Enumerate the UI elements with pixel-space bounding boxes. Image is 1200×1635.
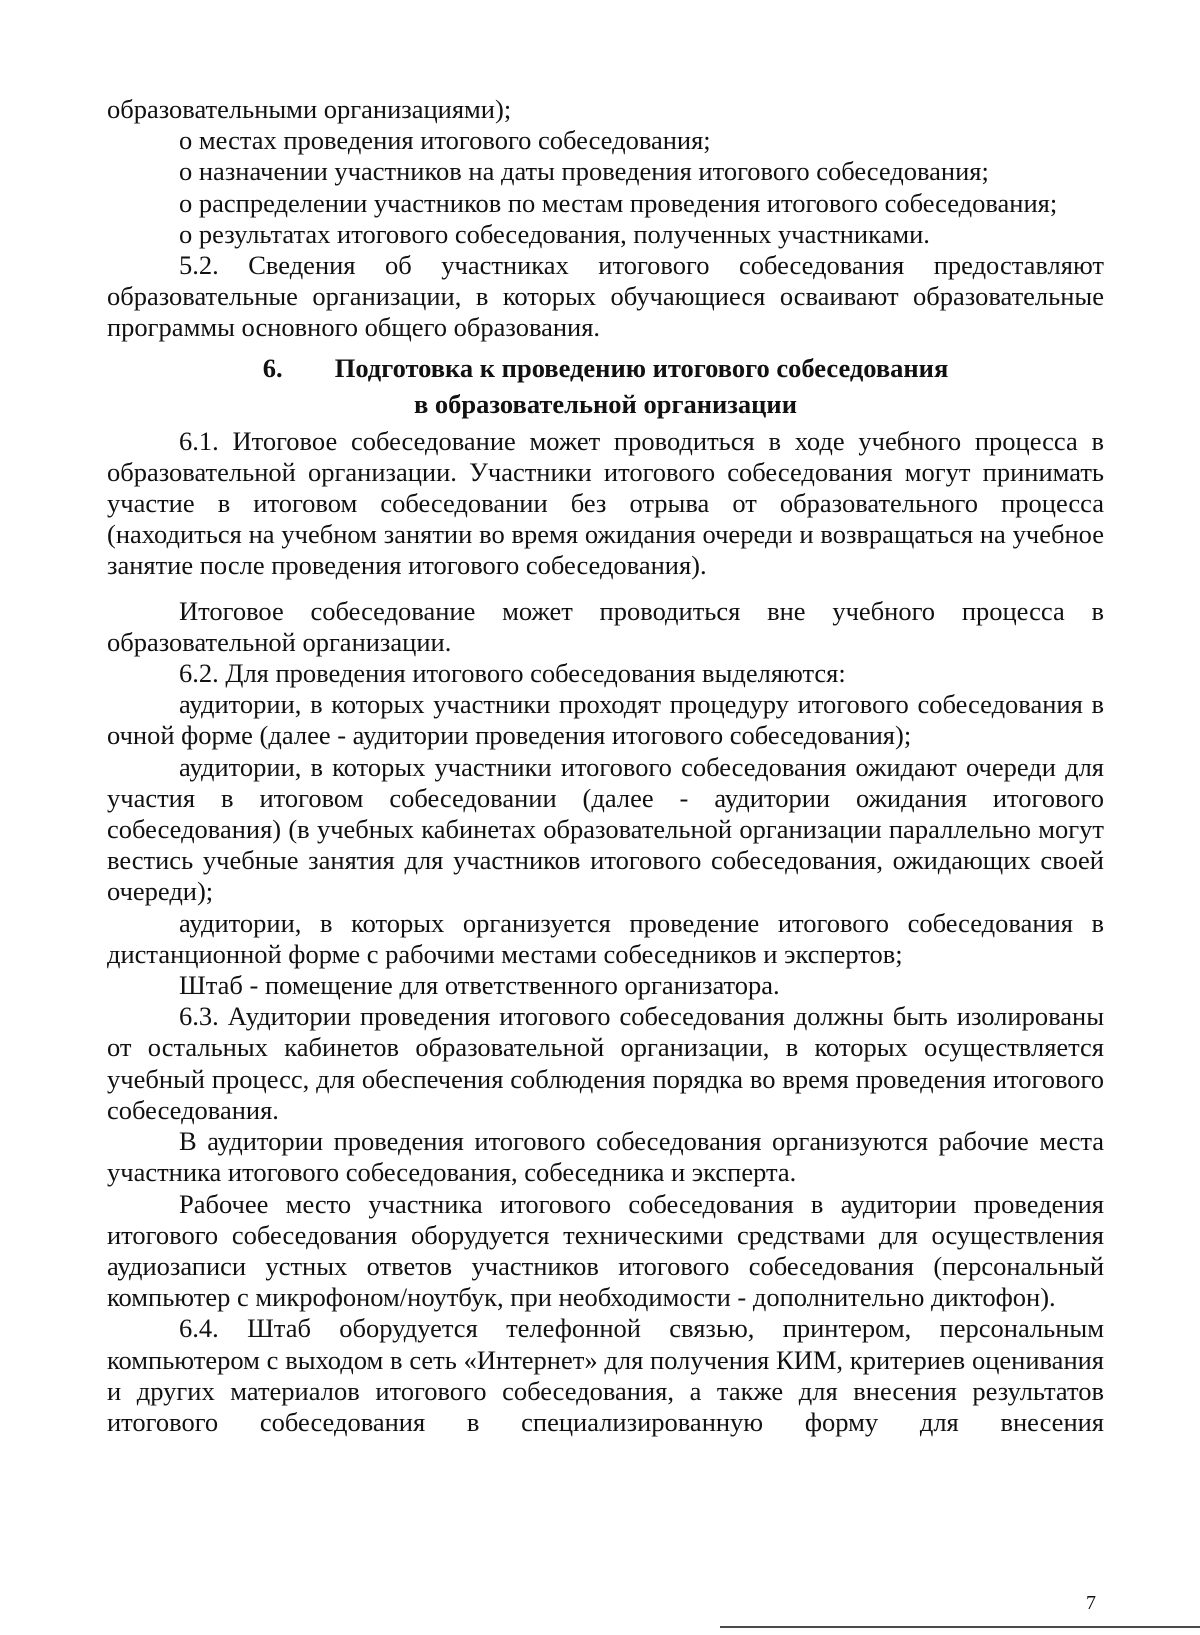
list-item-participant-distribution: о распределении участников по местам проведения итогового собеседования; xyxy=(179,187,1058,218)
footer-rule xyxy=(720,1626,1200,1628)
list-item-results: о результатах итогового собеседования, полученных участниками. xyxy=(179,218,930,249)
page-number: 7 xyxy=(1086,1592,1096,1614)
section-title-line1: Подготовка к проведению итогового собеседования xyxy=(334,352,949,383)
list-item-waiting-rooms: аудитории, в которых участники итогового собеседования ожидают очереди для участия в итоговом собеседовании (далее - аудитории ожидания итогового собеседования) (в учебных кабинетах образовательной организации параллельно могут вестись учебные занятия для участников итогового собеседования, ожидающих своей очереди); xyxy=(107,751,1104,907)
list-item-exam-rooms: аудитории, в которых участники проходят процедуру итогового собеседования в очной форме (далее - аудитории проведения итогового собеседования); xyxy=(107,689,1104,751)
list-item-headquarters: Штаб - помещение для ответственного организатора. xyxy=(179,970,780,1001)
paragraph-6-1: 6.1. Итоговое собеседование может проводиться в ходе учебного процесса в образовательной организации. Участники итогового собеседования могут принимать участие в итоговом собеседовании без отрыва от образовательного процесса (находиться на учебном занятии во время ожидания очереди и возвращаться на учебное занятие после проведения итогового собеседования). xyxy=(107,425,1104,581)
paragraph-continuation: образовательными организациями); xyxy=(107,94,512,124)
paragraph-6-4: 6.4. Штаб оборудуется телефонной связью, принтером, персональным компьютером с выходом в сеть «Интернет» для получения КИМ, критериев оценивания и других материалов итогового собеседования, а также для внесения результатов итогового собеседования в специализированную форму для внесения xyxy=(107,1313,1104,1437)
paragraph-outside-process: Итоговое собеседование может проводиться вне учебного процесса в образовательной организации. xyxy=(107,595,1104,657)
document-body xyxy=(107,94,1104,1438)
list-item-participant-dates: о назначении участников на даты проведения итогового собеседования; xyxy=(179,156,989,187)
section-heading xyxy=(107,350,1104,422)
list-item-exam-locations: о местах проведения итогового собеседования; xyxy=(179,125,711,156)
paragraph-workplaces: В аудитории проведения итогового собеседования организуются рабочие места участника итогового собеседования, собеседника и эксперта. xyxy=(107,1126,1104,1188)
paragraph-6-2: 6.2. Для проведения итогового собеседования выделяются: xyxy=(179,658,846,689)
paragraph-6-3: 6.3. Аудитории проведения итогового собеседования должны быть изолированы от остальных кабинетов образовательной организации, в которых осуществляется учебный процесс, для обеспечения соблюдения порядка во время проведения итогового собеседования. xyxy=(107,1001,1104,1125)
section-title-line2: в образовательной организации xyxy=(414,388,797,419)
section-number: 6. xyxy=(262,352,283,383)
paragraph-5-2: 5.2. Сведения об участниках итогового собеседования предоставляют образовательные организации, в которых обучающиеся осваивают образовательные программы основного общего образования. xyxy=(107,250,1104,343)
list-item-remote-rooms: аудитории, в которых организуется проведение итогового собеседования в дистанционной форме с рабочими местами собеседников и экспертов; xyxy=(107,907,1104,969)
paragraph-participant-workplace: Рабочее место участника итогового собеседования в аудитории проведения итогового собеседования оборудуется техническими средствами для осуществления аудиозаписи устных ответов участников итогового собеседования (персональный компьютер с микрофоном/ноутбук, при необходимости - дополнительно диктофон). xyxy=(107,1188,1104,1313)
